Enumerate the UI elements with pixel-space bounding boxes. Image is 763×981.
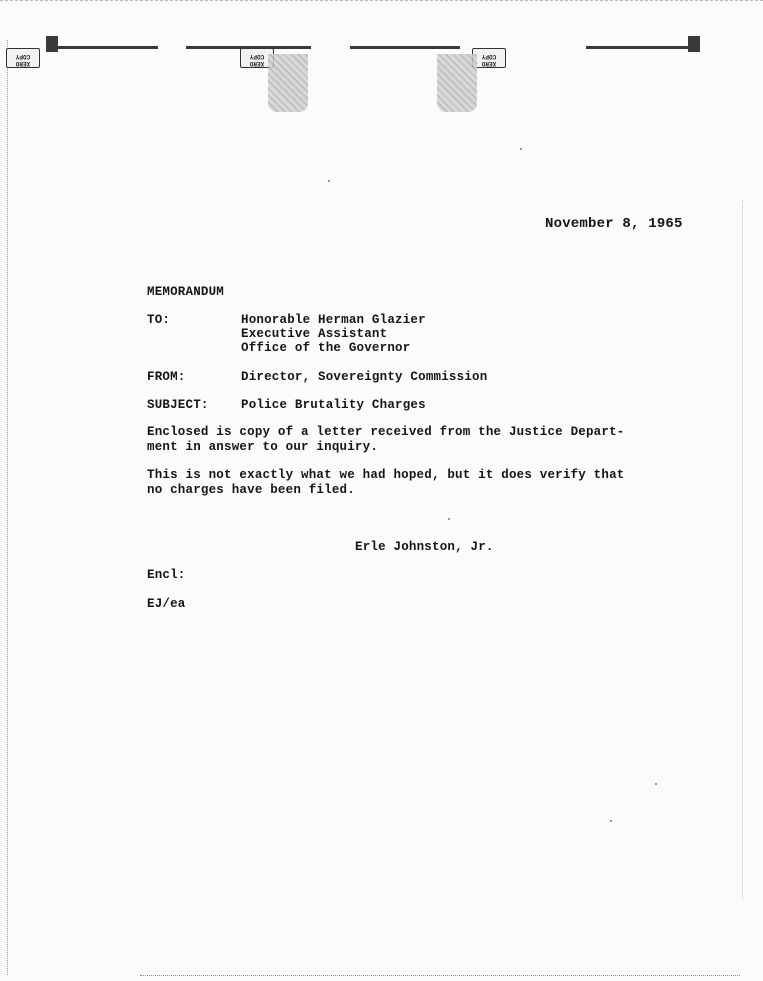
page-left-edge	[7, 40, 8, 975]
memo-date: November 8, 1965	[545, 216, 683, 232]
typist-initials: EJ/ea	[147, 597, 186, 611]
signature-name: Erle Johnston, Jr.	[355, 540, 494, 554]
xerox-border-line	[586, 46, 691, 49]
scan-speck	[610, 820, 612, 822]
page-top-edge	[0, 0, 763, 1]
scan-speck	[655, 783, 657, 785]
binder-clip-shadow	[268, 54, 308, 112]
to-line: Honorable Herman Glazier	[241, 313, 426, 327]
page-right-edge	[742, 200, 743, 900]
to-line: Executive Assistant	[241, 327, 388, 341]
subject-value: Police Brutality Charges	[241, 398, 426, 412]
to-label: TO:	[147, 313, 171, 327]
binder-clip-shadow	[437, 54, 477, 112]
memo-heading: MEMORANDUM	[147, 285, 225, 299]
xerox-border-line	[48, 46, 158, 49]
xerox-tab-mark	[46, 36, 58, 52]
enclosure-note: Encl:	[147, 568, 186, 582]
body-paragraph-line: no charges have been filed.	[147, 483, 355, 497]
body-paragraph-line: This is not exactly what we had hoped, but it does verify that	[147, 468, 625, 482]
from-value: Director, Sovereignty Commission	[241, 370, 488, 384]
xerox-tab-mark	[688, 36, 700, 52]
to-line: Office of the Governor	[241, 341, 411, 355]
from-label: FROM:	[147, 370, 186, 384]
xerox-border-line	[350, 46, 460, 49]
scan-speck	[448, 518, 450, 520]
subject-label: SUBJECT:	[147, 398, 209, 412]
page-bottom-edge	[140, 975, 740, 976]
scan-speck	[328, 180, 330, 182]
scan-speck	[520, 148, 522, 150]
xerox-copy-stamp: XERO COPY	[240, 48, 274, 68]
body-paragraph-line: Enclosed is copy of a letter received from the Justice Depart-	[147, 425, 625, 439]
xerox-copy-stamp: XERO COPY	[6, 48, 40, 68]
body-paragraph-line: ment in answer to our inquiry.	[147, 440, 379, 454]
xerox-copy-stamp: XERO COPY	[472, 48, 506, 68]
